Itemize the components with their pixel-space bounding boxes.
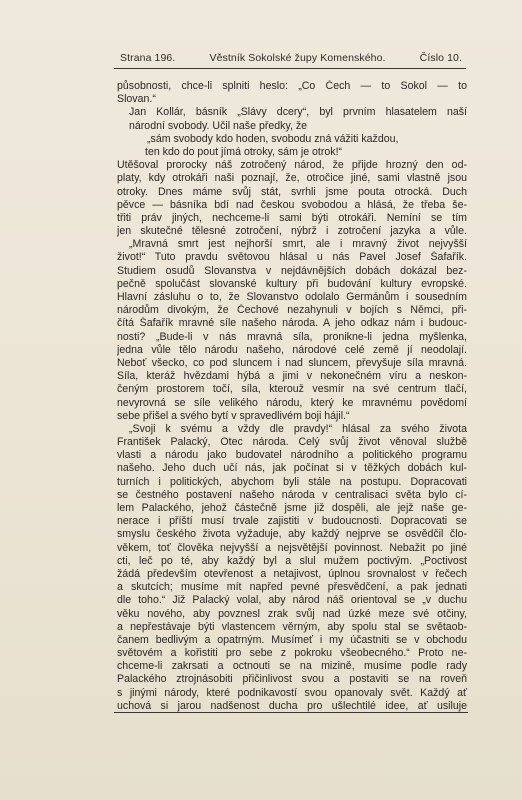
text-line: žádá především otevřenost a netajivost, úplnou srovnalost v řečech bbox=[117, 567, 467, 580]
text-line: nosti? „Bude-li v nás mravná síla, pronikne-li jedna myšlenka, bbox=[117, 330, 467, 343]
text-line: národům divokým, že Čechové nezahynuli v bojích s Němci, při- bbox=[117, 304, 467, 317]
text-line: našeho. Jeho duch učí nás, jak počínat si v těžkých dobách kul- bbox=[117, 462, 467, 475]
text-line: se čestného postavení našeho národa v centralisaci světa bylo cí- bbox=[117, 488, 467, 501]
page-number: Strana 196. bbox=[120, 52, 176, 64]
text-line: otroky. Dnes máme svůj stát, svrhli jsme pouta otrocká. Duch bbox=[117, 185, 467, 198]
text-line: život!“ Tuto pravdu světovou hlásal u nás Pavel Josef Šafařík. bbox=[117, 251, 467, 264]
text-line: platy, kdy otrokáři naši poznají, že, otročice jiné, sami vlastně jsou bbox=[117, 172, 467, 185]
text-line: Palackého ztrojnásobiti přičinlivost svou a postaviti se na roveň bbox=[117, 673, 467, 686]
text-line: „Mravná smrt jest nejhorší smrt, ale i mravný život nejvyšší bbox=[129, 238, 467, 251]
text-line: Hlavní zásluhu o to, že Slovanstvo odolalo Germánům i sousedním bbox=[117, 291, 467, 303]
text-line: uchová si jarou nadšenost ducha pro ušlechtilé idee, ať usiluje bbox=[117, 699, 467, 712]
text-line: nevyrovná se síle velikého národu, který ke mravnému povědomí bbox=[117, 396, 467, 409]
footer-rule bbox=[114, 712, 468, 713]
text-line: „sám svobody kdo hoden, svobodu zná vážiti každou, bbox=[147, 132, 399, 145]
text-line: světovém a kořistiti pro sebe z pokroku všeobecného.“ Proto ne- bbox=[117, 647, 467, 660]
text-line: s jinými národy, které podnikavostí svou opanovaly svět. Každý ať bbox=[117, 686, 467, 699]
running-header bbox=[120, 52, 462, 64]
text-line: jen skutečné tělesné zotročení, nýbrž i zotročení jazyka a vůle. bbox=[117, 225, 467, 238]
text-line: věku nového, aby povznesl zrak svůj nad úzké meze své otčiny, bbox=[117, 607, 467, 620]
text-line: dle toho.“ Již Palacký volal, aby národ náš orientoval se „v duchu bbox=[117, 594, 467, 607]
text-line: Síla, kteráž hvězdami hýbá a jimi v nekonečném víru a neskon- bbox=[117, 370, 467, 383]
text-line: jedna vůle tělo národu našeho, národové celé země jí neodolají. bbox=[117, 343, 467, 356]
text-line: „Svoji k svému a vždy dle pravdy!“ hlásal za svého života bbox=[129, 422, 467, 435]
text-line: lem Palackého, jehož částečně jsme již dospěli, ale jejž naše ge- bbox=[117, 502, 467, 514]
text-line: věkem, toť člověka nejvyšší a nejsvětější povinnost. Nebažit po jiné bbox=[117, 541, 467, 554]
text-line: sebe přišel a svého bytí v spravedlivém boji hájil.“ bbox=[117, 409, 350, 422]
text-line: vlasti a národu jako budovatel národního a politického programu bbox=[117, 449, 467, 462]
text-line: turních i politických, abychom byli stále na postupu. Dopracovati bbox=[117, 475, 467, 488]
article-body bbox=[117, 80, 467, 713]
text-line: smyslu českého života vyžaduje, aby každý nejprve se osvědčil člo- bbox=[117, 528, 467, 541]
text-line: František Palacký, Otec národa. Celý svůj život věnoval službě bbox=[117, 436, 467, 449]
text-line: Jan Kollár, básník „Slávy dcery“, byl prvním hlasatelem naší bbox=[129, 106, 467, 119]
text-line: třiti práv jiných, nechceme-li sami býti otrokáři. Nemíní se tím bbox=[117, 211, 467, 224]
text-line: čítá Šafařík mravné síle našeho národa. A jeho odkaz nám i budouc- bbox=[117, 317, 467, 330]
text-line: cti, leč po té, aby každý byl a slul mužem poctivým. „Poctivost bbox=[117, 554, 467, 567]
text-line: čeným prostorem točí, síla, kterouž vesmír na své centrum tlačí, bbox=[117, 383, 467, 396]
journal-title: Věstník Sokolské župy Komenského. bbox=[209, 52, 386, 64]
text-line: Neboť všecko, co pod sluncem i nad sluncem, převyšuje síla mravná. bbox=[117, 356, 467, 369]
text-line: chceme-li zakrsati a octnouti se na mizině, musíme podle rady bbox=[117, 660, 467, 673]
text-line: čanem bedlivým a opatrným. Musímeť i my účastniti se v obchodu bbox=[117, 633, 467, 646]
text-line: a nepřestávaje býti vlastencem věrným, aby spolu stal se světaob- bbox=[117, 620, 467, 633]
text-line: Slovan.“ bbox=[117, 93, 156, 106]
text-line: pečně spolučást slovanské kultury při budování kultury evropské. bbox=[117, 277, 467, 290]
text-line: působnosti, chce-li splniti heslo: „Co Čech — to Sokol — to bbox=[117, 80, 467, 92]
text-line: národní svobody. Učil naše předky, že bbox=[129, 119, 308, 132]
text-line: Utěšoval prorocky náš zotročený národ, že přijde hrozný den od- bbox=[117, 159, 467, 172]
text-line: Studiem osudů Slovanstva v nejdávnějších dobách dokázal bez- bbox=[117, 264, 467, 277]
text-line: a skutcích; musíme mít napřed pevné přesvědčení, a pak jednati bbox=[117, 581, 467, 594]
issue-number: Číslo 10. bbox=[419, 52, 462, 64]
text-line: pěvce — básníka bdí nad českou svobodou a hlásá, že třeba še- bbox=[117, 198, 467, 211]
text-line: ten kdo do pout jímá otroky, sám je otrok!“ bbox=[145, 145, 343, 158]
text-line: nerace i příští musí trvale zajistiti v budoucnosti. Dopracovati se bbox=[117, 515, 467, 528]
header-rule bbox=[114, 68, 466, 69]
